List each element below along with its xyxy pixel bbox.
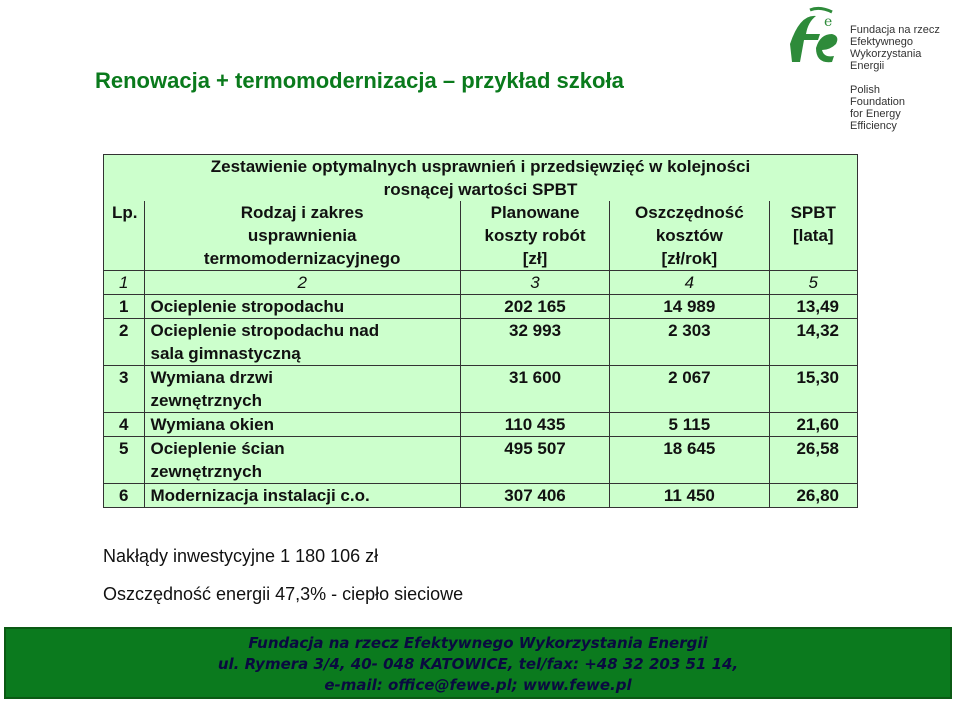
row-spbt: 15,30 (769, 366, 858, 413)
row-name-line: Wymiana drzwi (150, 368, 273, 387)
row-name-line: Wymiana okien (150, 415, 274, 434)
header-line: kosztów (655, 226, 723, 245)
row-cost: 31 600 (460, 366, 609, 413)
header-line: [lata] (792, 226, 834, 245)
logo-en-line: for Energy (850, 108, 901, 120)
row-spbt: 14,32 (769, 319, 858, 366)
logo-en-line: Efficiency (850, 120, 897, 132)
logo-en-line: Foundation (850, 96, 906, 108)
header-line: koszty robót (484, 226, 586, 245)
row-name-line: zewnętrznych (150, 391, 262, 410)
row-name-line: zewnętrznych (150, 462, 262, 481)
index-cell: 2 (144, 271, 460, 295)
row-lp: 6 (104, 484, 145, 508)
footer-contact: e-mail: office@fewe.pl; www.fewe.pl (324, 676, 632, 694)
row-name (144, 484, 460, 508)
table-row (104, 295, 858, 319)
footer-org-name: Fundacja na rzecz Efektywnego Wykorzystania Energii (248, 634, 708, 652)
index-cell: 5 (769, 271, 858, 295)
row-saving: 11 450 (610, 484, 769, 508)
row-cost: 32 993 (460, 319, 609, 366)
row-lp: 3 (104, 366, 145, 413)
header-rodzaj (144, 201, 460, 271)
header-line: Oszczędność (635, 203, 744, 222)
logo-en-line: Polish (850, 84, 880, 96)
row-name-line: Modernizacja instalacji c.o. (150, 486, 370, 505)
row-lp: 2 (104, 319, 145, 366)
header-line: [zł/rok] (661, 249, 718, 268)
logo-pl-line: Energii (850, 60, 885, 72)
fewe-logo-icon (780, 4, 850, 74)
table-row (104, 319, 858, 366)
header-line: termomodernizacyjnego (203, 249, 401, 268)
index-cell: 3 (460, 271, 609, 295)
row-lp: 1 (104, 295, 145, 319)
row-spbt: 13,49 (769, 295, 858, 319)
svg-text:e: e (824, 14, 833, 30)
row-lp: 5 (104, 437, 145, 484)
table-header-row (104, 201, 858, 271)
table-row (104, 437, 858, 484)
fewe-logo (780, 4, 955, 134)
footer-banner (4, 627, 952, 699)
row-spbt: 26,80 (769, 484, 858, 508)
slide-title: Renowacja + termomodernizacja – przykład szkoła (95, 68, 624, 93)
investment-summary: Nakłądy inwestycyjne 1 180 106 zł (103, 546, 379, 566)
header-line: [zł] (522, 249, 548, 268)
logo-pl-line: Efektywnego (850, 36, 913, 48)
row-saving: 2 303 (610, 319, 769, 366)
row-name (144, 319, 460, 366)
caption-line: rosnącej wartości SPBT (383, 180, 578, 199)
row-name-line: sala gimnastyczną (150, 344, 301, 363)
logo-name-en (850, 84, 905, 132)
row-cost: 202 165 (460, 295, 609, 319)
row-cost: 495 507 (460, 437, 609, 484)
header-line: Planowane (490, 203, 580, 222)
header-line: usprawnienia (247, 226, 357, 245)
row-name (144, 413, 460, 437)
row-saving: 5 115 (610, 413, 769, 437)
energy-savings-summary: Oszczędność energii 47,3% - ciepło sieciowe (103, 584, 464, 604)
row-saving: 18 645 (610, 437, 769, 484)
table-row (104, 366, 858, 413)
header-line: SPBT (790, 203, 836, 222)
table-row (104, 413, 858, 437)
row-lp: 4 (104, 413, 145, 437)
index-cell: 4 (610, 271, 769, 295)
row-spbt: 21,60 (769, 413, 858, 437)
logo-pl-line: Fundacja na rzecz (850, 24, 940, 36)
row-name (144, 437, 460, 484)
index-row (104, 271, 858, 295)
caption-line: Zestawienie optymalnych usprawnień i przedsięwzięć w kolejności (210, 157, 751, 176)
row-name (144, 295, 460, 319)
table-caption (104, 155, 858, 202)
row-name-line: Ocieplenie stropodachu (150, 297, 345, 316)
row-spbt: 26,58 (769, 437, 858, 484)
header-line: Rodzaj i zakres (240, 203, 364, 222)
row-cost: 307 406 (460, 484, 609, 508)
table-caption-row (104, 155, 858, 202)
row-name-line: Ocieplenie stropodachu nad (150, 321, 380, 340)
row-cost: 110 435 (460, 413, 609, 437)
header-oszczednosc (610, 201, 769, 271)
logo-pl-line: Wykorzystania (850, 48, 922, 60)
improvements-table (103, 154, 858, 508)
header-spbt (769, 201, 858, 271)
logo-name-pl (850, 24, 940, 72)
index-cell: 1 (104, 271, 145, 295)
table-row (104, 484, 858, 508)
row-saving: 2 067 (610, 366, 769, 413)
header-koszty (460, 201, 609, 271)
row-saving: 14 989 (610, 295, 769, 319)
header-lp: Lp. (104, 201, 145, 271)
row-name-line: Ocieplenie ścian (150, 439, 285, 458)
row-name (144, 366, 460, 413)
footer-address: ul. Rymera 3/4, 40- 048 KATOWICE, tel/fax: +48 32 203 51 14, (217, 655, 739, 673)
